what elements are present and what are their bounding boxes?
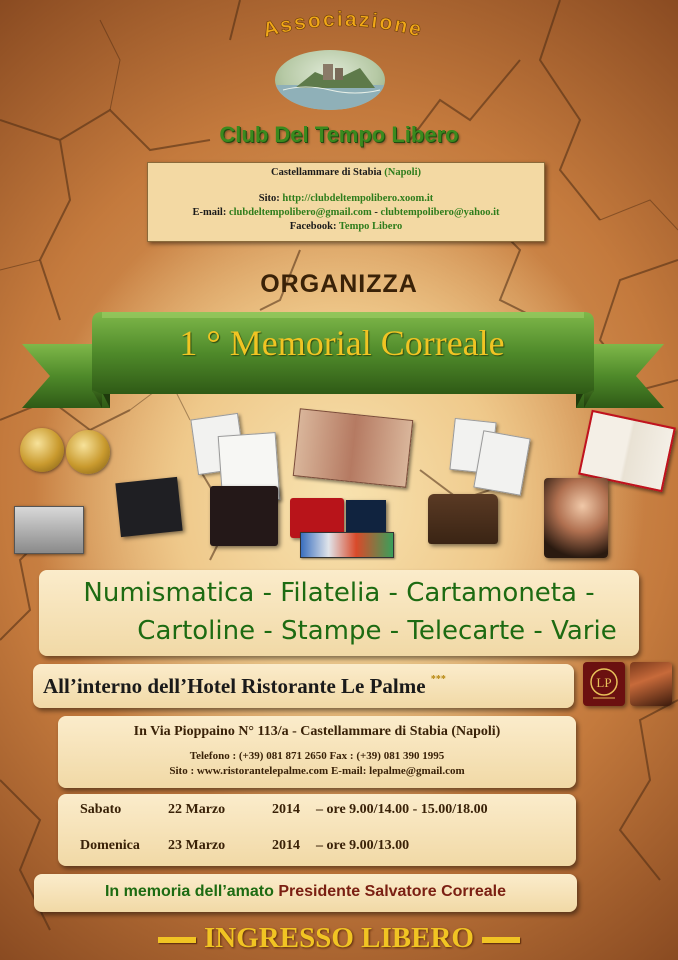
entry-label: INGRESSO LIBERO xyxy=(204,922,474,954)
address-line xyxy=(58,724,576,740)
club-site-line xyxy=(148,192,544,206)
email-link-2[interactable]: clubtempolibero@yahoo.it xyxy=(380,207,500,218)
categories-line-2: Cartoline - Stampe - Telecarte - Varie xyxy=(137,616,617,646)
address-region: (Napoli) xyxy=(451,724,501,739)
memory-name: Presidente Salvatore Correale xyxy=(278,883,507,900)
venue-stars: *** xyxy=(430,674,446,685)
club-city: Castellammare di Stabia xyxy=(270,167,382,178)
categories-line-1: Numismatica - Filatelia - Cartamoneta - xyxy=(83,578,595,608)
postcard-sleeve-right xyxy=(473,430,530,495)
venue-sign xyxy=(33,664,574,708)
memory-line xyxy=(34,883,577,901)
club-city-region: (Napoli) xyxy=(384,167,421,178)
association-label: Associazione xyxy=(260,8,426,43)
memory-prefix: In memoria dell’amato xyxy=(104,883,279,900)
club-info-box xyxy=(147,162,545,242)
treasure-chest xyxy=(428,494,498,544)
memory-sign xyxy=(34,874,577,912)
site-link[interactable]: http://clubdeltempolibero.xoom.it xyxy=(282,193,434,204)
club-city-line xyxy=(148,166,544,180)
banknote xyxy=(293,408,413,488)
hotel-logo xyxy=(583,662,625,706)
date-hours: – ore 9.00/14.00 - 15.00/18.00 xyxy=(316,802,488,817)
facebook-label: Facebook: xyxy=(289,221,337,232)
dates-sign xyxy=(58,794,576,866)
event-title: 1 ° Memorial Correale xyxy=(179,323,505,363)
date-year: 2014 xyxy=(272,802,300,817)
hotel-photo xyxy=(630,662,672,706)
free-entry xyxy=(0,922,678,955)
address-street: In Via Pioppaino N° 113/a - Castellammare di Stabia xyxy=(133,724,448,739)
blue-phonecard-album xyxy=(346,500,386,536)
gold-coin-right xyxy=(66,430,110,474)
engraving-print xyxy=(14,506,84,554)
date-day: Sabato xyxy=(80,802,122,817)
site-label: Sito: xyxy=(258,193,280,204)
lady-typewriter xyxy=(544,478,608,558)
svg-text:Associazione xyxy=(260,8,425,42)
entry-bar-left xyxy=(158,937,196,943)
venue-line xyxy=(43,674,446,699)
castle-lake-emblem xyxy=(275,50,385,110)
organizza-heading: ORGANIZZA xyxy=(260,270,418,298)
date-date: 22 Marzo xyxy=(168,802,226,817)
phonecard-row xyxy=(300,532,394,558)
address-web: Sito : www.ristorantelepalme.com E-mail: lepalme@gmail.com xyxy=(169,765,465,777)
facebook-link[interactable]: Tempo Libero xyxy=(338,221,403,232)
club-facebook-line xyxy=(148,220,544,234)
date-date: 23 Marzo xyxy=(168,838,226,853)
entry-bar-right xyxy=(482,937,520,943)
coin-album xyxy=(210,486,278,546)
email-link-1[interactable]: clubdeltempolibero@gmail.com xyxy=(228,207,372,218)
hotel-logo-text: LP xyxy=(596,675,612,690)
address-sign xyxy=(58,716,576,788)
categories-sign xyxy=(39,570,639,656)
date-year: 2014 xyxy=(272,838,300,853)
venue-name: All’interno dell’Hotel Ristorante Le Palme xyxy=(43,674,426,698)
date-day: Domenica xyxy=(80,838,140,853)
club-name: Club Del Tempo Libero xyxy=(219,122,459,147)
address-phone: Telefono : (+39) 081 871 2650 Fax : (+39) 081 390 1995 xyxy=(189,750,445,762)
club-email-line xyxy=(148,206,544,220)
stamp-album xyxy=(115,477,182,537)
date-hours: – ore 9.00/13.00 xyxy=(316,838,410,853)
association-arc-title xyxy=(228,8,458,54)
email-label: E-mail: xyxy=(192,207,227,218)
gold-coin-left xyxy=(20,428,64,472)
email-separator: - xyxy=(371,207,381,218)
